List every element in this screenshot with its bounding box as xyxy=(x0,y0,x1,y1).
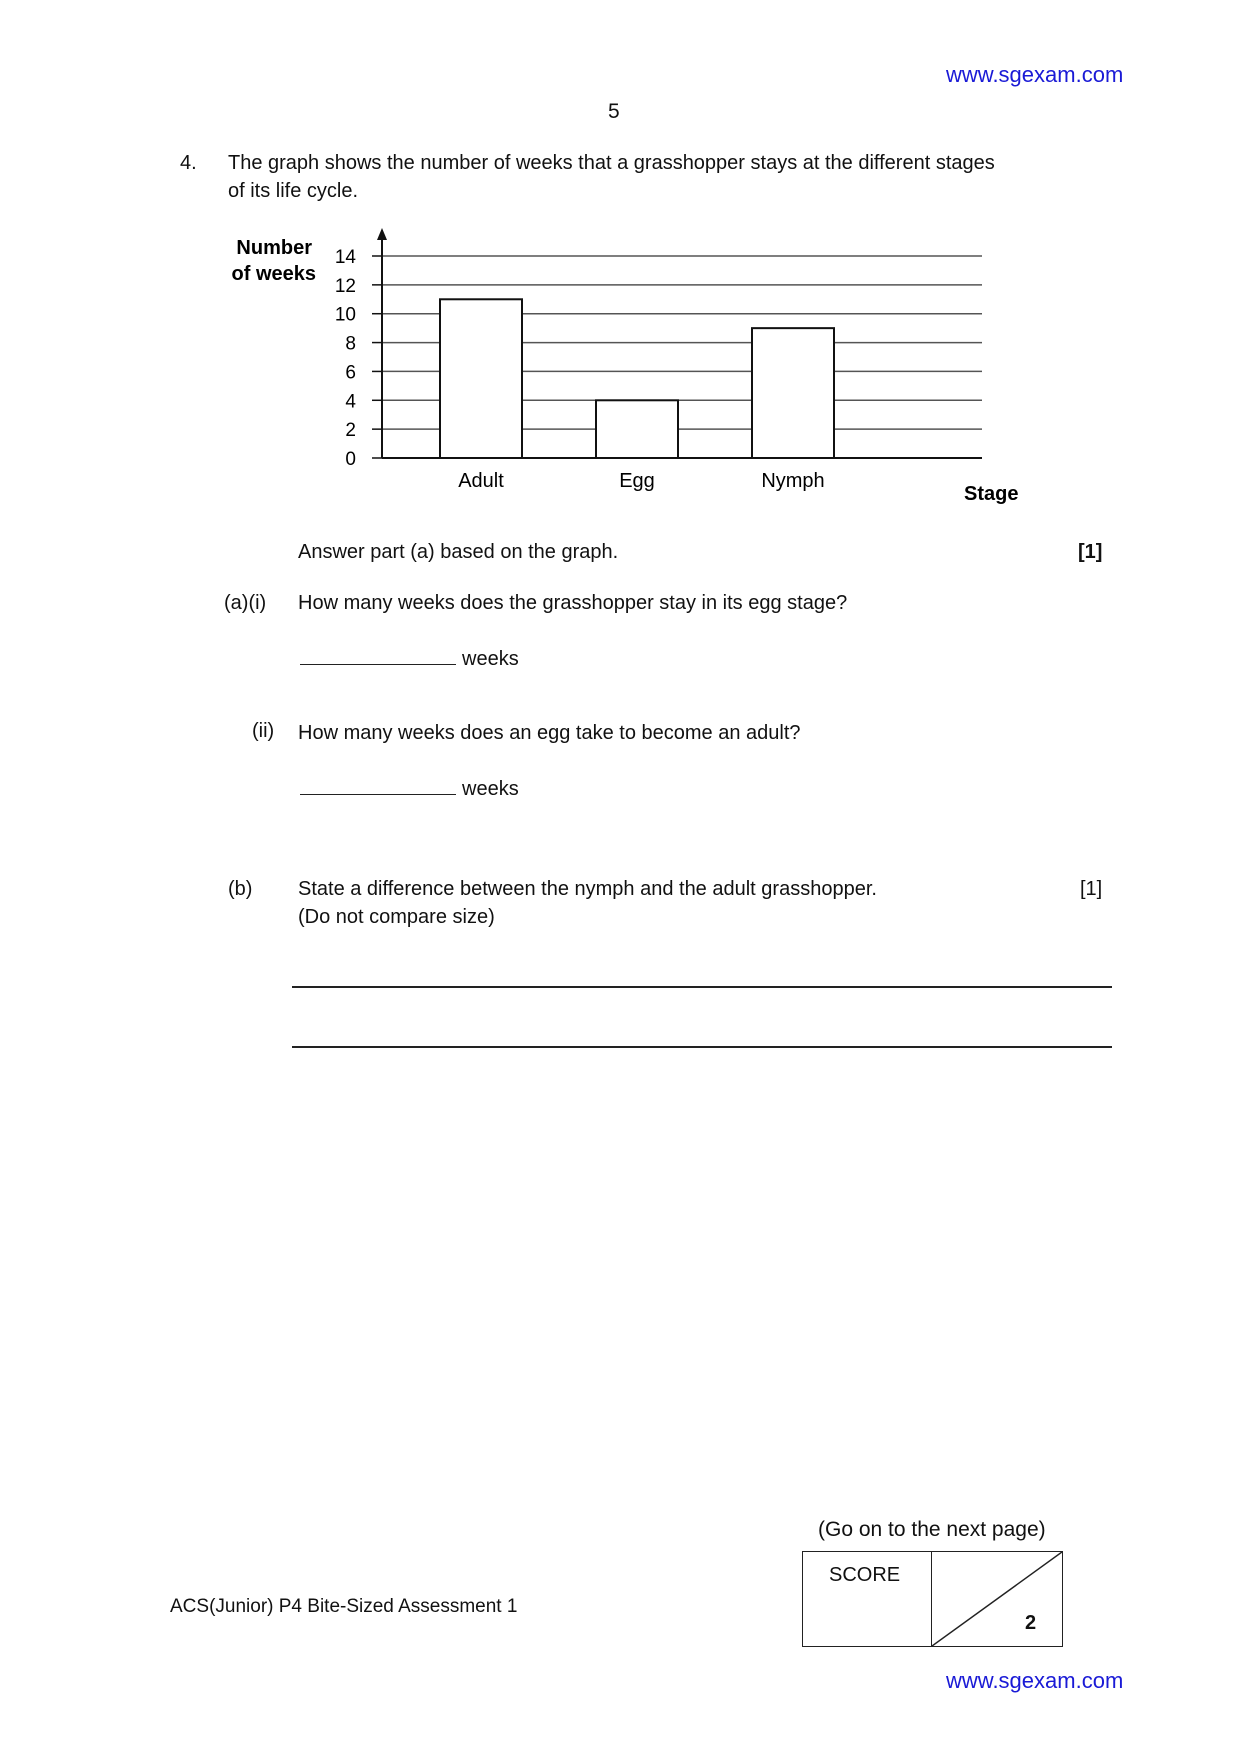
part-b-question: State a difference between the nymph and the adult grasshopper. xyxy=(298,878,877,900)
part-a-marks: [1] xyxy=(1078,541,1103,563)
x-tick-label-egg: Egg xyxy=(619,470,655,492)
y-tick-label-8: 8 xyxy=(345,333,356,355)
part-a-ii-question: How many weeks does an egg take to become an adult? xyxy=(298,722,801,744)
score-label: SCORE xyxy=(829,1564,901,1586)
question-intro-line1: The graph shows the number of weeks that a grasshopper stays at the different stages xyxy=(228,152,995,174)
part-a-ii-answer-blank[interactable] xyxy=(300,776,456,795)
bar-egg xyxy=(596,400,678,458)
x-axis-label: Stage xyxy=(964,483,1019,505)
bar-adult xyxy=(440,299,522,458)
part-a-ii-unit: weeks xyxy=(462,778,519,800)
y-axis-label-line1: Number xyxy=(236,237,312,259)
y-tick-label-10: 10 xyxy=(334,304,356,326)
y-axis-arrow xyxy=(377,228,387,240)
score-diagonal xyxy=(932,1552,1062,1646)
part-b-label: (b) xyxy=(228,878,253,900)
assessment-title: ACS(Junior) P4 Bite-Sized Assessment 1 xyxy=(170,1596,518,1617)
y-tick-label-2: 2 xyxy=(345,420,356,442)
part-b-marks: [1] xyxy=(1080,878,1103,900)
part-b-note: (Do not compare size) xyxy=(298,906,495,928)
part-a-i-answer-blank[interactable] xyxy=(300,646,456,665)
y-tick-label-0: 0 xyxy=(345,449,356,470)
part-a-instruction: Answer part (a) based on the graph. xyxy=(298,541,619,563)
y-tick-label-12: 12 xyxy=(334,275,356,297)
y-tick-label-14: 14 xyxy=(334,247,356,268)
bars xyxy=(440,299,834,458)
part-a-i-label: (a)(i) xyxy=(224,592,267,614)
x-tick-labels xyxy=(458,470,824,492)
part-a-ii-label: (ii) xyxy=(252,720,275,742)
part-b-answer-line-1[interactable] xyxy=(292,986,1112,988)
question-intro-line2: of its life cycle. xyxy=(228,180,359,202)
part-a-i-unit: weeks xyxy=(462,648,519,670)
bar-chart xyxy=(200,226,1040,506)
page-number: 5 xyxy=(608,100,620,123)
part-a-i-answer[interactable] xyxy=(300,646,519,671)
question-number: 4. xyxy=(180,152,197,174)
part-b-answer-line-2[interactable] xyxy=(292,1046,1112,1048)
bar-nymph xyxy=(752,328,834,458)
part-a-ii-answer[interactable] xyxy=(300,776,519,801)
x-tick-label-adult: Adult xyxy=(458,470,504,492)
score-box xyxy=(802,1551,1063,1647)
y-tick-label-6: 6 xyxy=(345,362,356,384)
x-tick-label-nymph: Nymph xyxy=(761,470,825,492)
header-url[interactable]: www.sgexam.com xyxy=(946,62,1124,87)
y-axis-label-line2: of weeks xyxy=(231,263,316,285)
y-tick-labels xyxy=(335,247,357,470)
y-tick-label-4: 4 xyxy=(345,391,356,413)
score-total: 2 xyxy=(1025,1612,1037,1634)
footer-url[interactable]: www.sgexam.com xyxy=(946,1668,1124,1693)
go-on-text: (Go on to the next page) xyxy=(818,1518,1046,1541)
part-a-i-question: How many weeks does the grasshopper stay in its egg stage? xyxy=(298,592,848,614)
